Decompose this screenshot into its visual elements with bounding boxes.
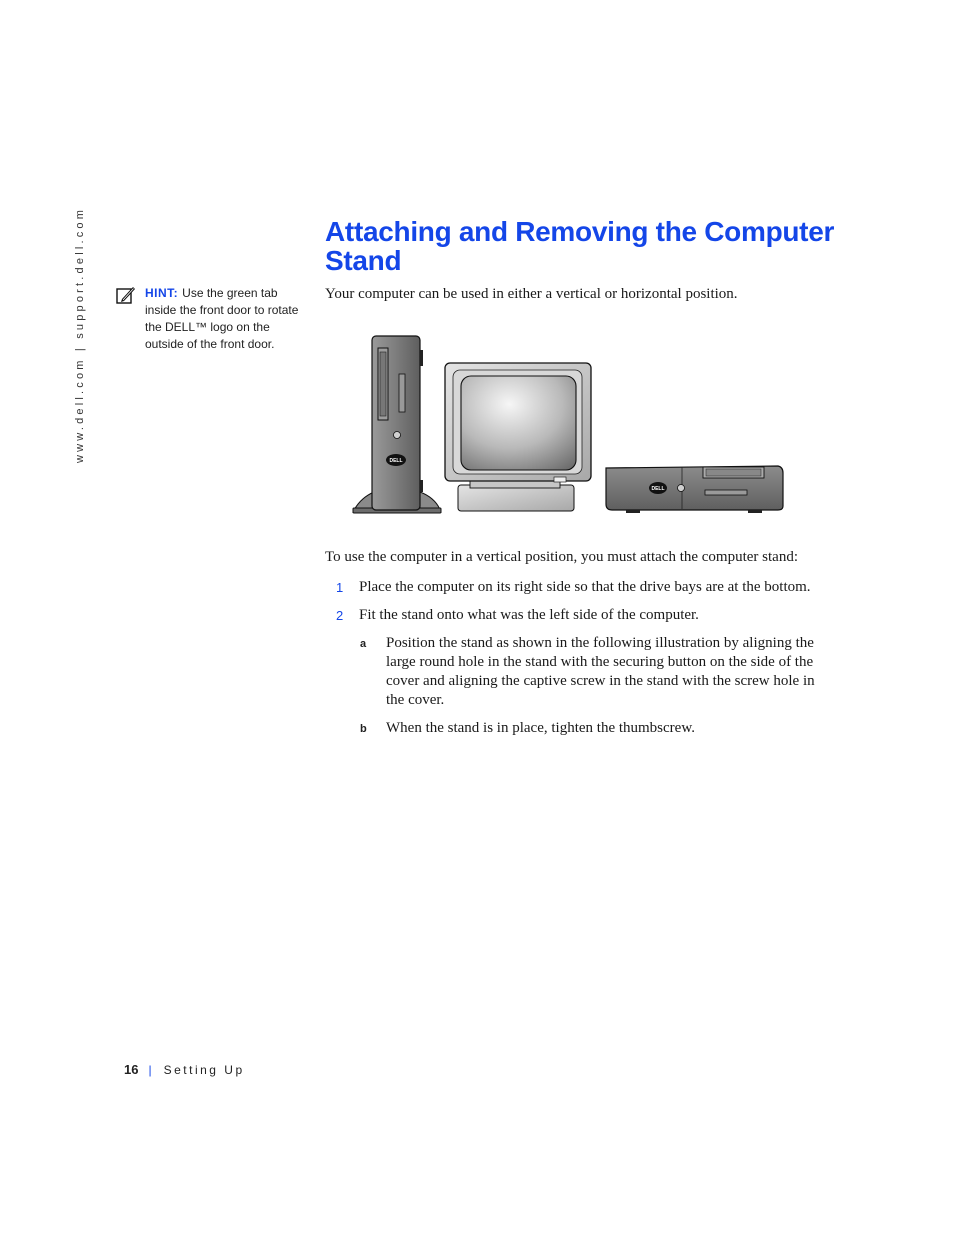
monitor — [445, 363, 591, 511]
intro-paragraph: Your computer can be used in either a vertical or horizontal position. — [325, 286, 738, 302]
substep-text: When the stand is in place, tighten the thumbscrew. — [386, 720, 695, 736]
side-url: www.dell.com | support.dell.com — [74, 206, 86, 463]
desktop-logo: DELL — [651, 486, 665, 492]
section-name: Setting Up — [163, 1063, 245, 1077]
instructions — [325, 548, 820, 747]
step-text: Fit the stand onto what was the left side of the computer. — [359, 607, 699, 623]
page-title: Attaching and Removing the Computer Stand — [325, 216, 835, 276]
footer-separator: | — [148, 1063, 152, 1077]
substep-letter: a — [360, 638, 367, 650]
step-text: Place the computer on its right side so that the drive bays are at the bottom. — [359, 579, 811, 595]
hint-body: Use the green tab inside the front door to rotate the DELL™ logo on the outside of the front door. — [145, 286, 299, 351]
vertical-computer — [353, 336, 441, 513]
substep-b — [325, 719, 820, 738]
substep-text: Position the stand as shown in the following illustration by aligning the large round hole in the stand with the securing button on the side of the cover and aligning the captive screw in the stand with the screw hole in the cover. — [386, 635, 815, 708]
hint-label: HINT: — [145, 286, 179, 300]
step-number: 2 — [336, 608, 344, 623]
step-1 — [325, 578, 820, 597]
page-number: 16 — [124, 1062, 139, 1077]
substep-a — [325, 634, 820, 710]
computer-positions-illustration — [350, 330, 790, 520]
step-2 — [325, 606, 820, 625]
step-number: 1 — [336, 580, 344, 595]
hint-box — [116, 285, 301, 353]
pencil-note-icon — [116, 285, 136, 305]
substep-letter: b — [360, 723, 367, 735]
lead-paragraph: To use the computer in a vertical position, you must attach the computer stand: — [325, 549, 798, 565]
page-footer — [124, 1062, 245, 1077]
hint-text — [145, 285, 301, 353]
horizontal-computer — [606, 466, 783, 513]
tower-logo: DELL — [389, 458, 403, 464]
